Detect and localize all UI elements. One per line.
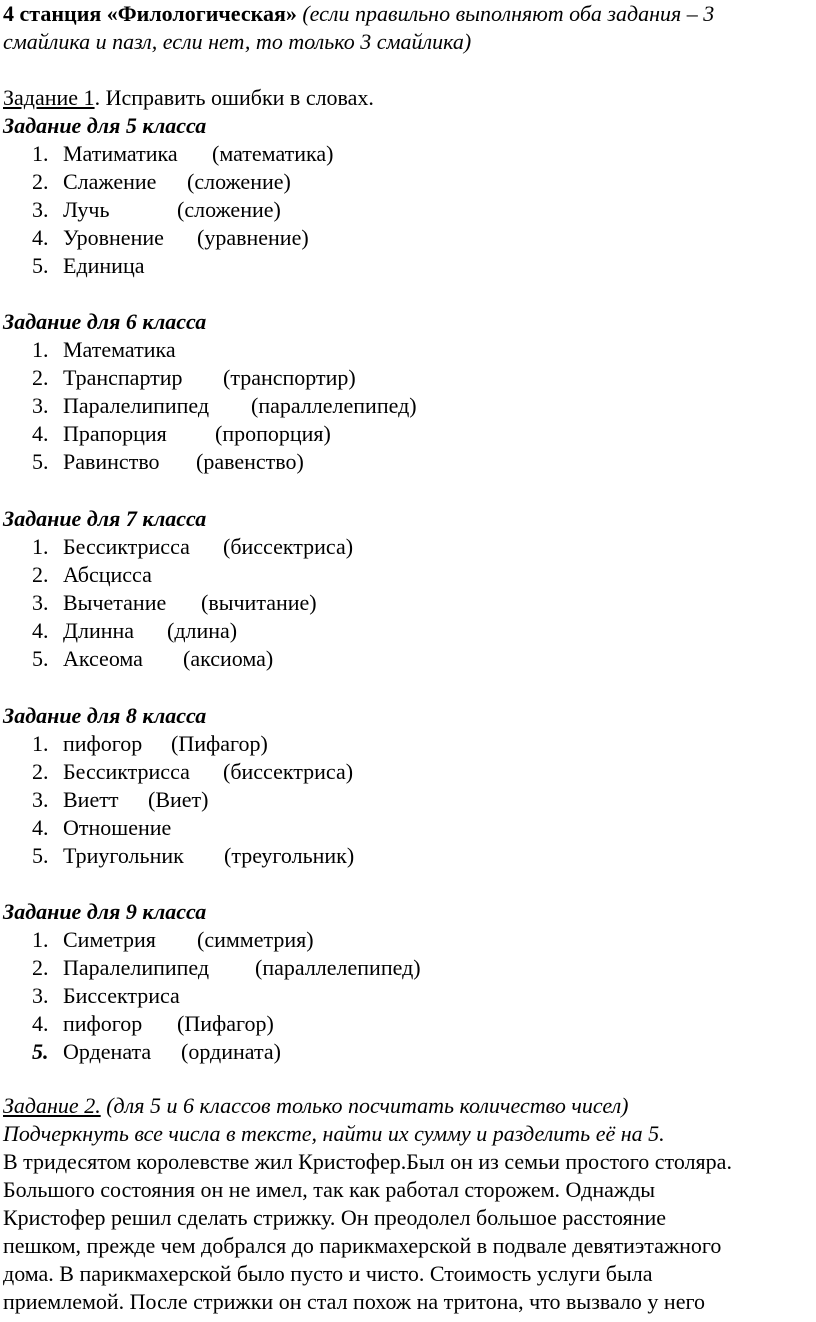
item-word: Равинство [63,449,160,474]
list-item [3,645,603,673]
item-number: 5. [32,449,49,474]
list-item [3,168,603,196]
item-number: 2. [32,169,49,194]
item-number: 3. [32,787,49,812]
item-number: 3. [32,983,49,1008]
item-number: 3. [32,197,49,222]
item-word: Матиматика [63,141,178,166]
task2-instruction: Подчеркнуть все числа в тексте, найти их сумму и разделить её на 5. [3,1121,665,1146]
item-number: 5. [32,646,49,671]
station-title-note: (если правильно выполняют оба задания – 3 [296,1,715,26]
task1-instruction [3,84,374,112]
list-item [3,730,603,758]
item-answer: (Пифагор) [171,731,268,756]
list-item [3,252,603,280]
list-item [3,140,603,168]
grade5-list [3,140,603,280]
item-answer: (равенство) [196,449,304,474]
item-word: Слажение [63,169,157,194]
item-word: Триугольник [63,843,184,868]
item-word: Аксеома [63,646,143,671]
item-word: пифогор [63,731,143,756]
item-word: Прапорция [63,421,167,446]
item-answer: (биссектриса) [223,759,354,784]
item-answer: (сложение) [187,169,291,194]
item-number: 4. [32,421,49,446]
item-word: Симетрия [63,927,156,952]
list-item [3,758,603,786]
item-word: Виетт [63,787,119,812]
story-line: Большого состояния он не имел, так как работал сторожем. Однажды [3,1177,656,1202]
item-word: Биссектриса [63,983,180,1008]
task2-note: (для 5 и 6 классов только посчитать количество чисел) [100,1093,629,1118]
story-line: дома. В парикмахерской было пусто и чисто. Стоимость услуги была [3,1261,653,1286]
list-item [3,814,603,842]
list-item [3,392,603,420]
item-number: 2. [32,365,49,390]
item-word: Вычетание [63,590,167,615]
grade8-list [3,730,603,870]
item-number: 2. [32,759,49,784]
task1-label: Задание 1 [3,85,95,110]
list-item [3,533,603,561]
station-title-bold: 4 станция «Филологическая» [3,1,297,26]
item-answer: (треугольник) [224,843,355,868]
story-line: приемлемой. После стрижки он стал похож на тритона, что вызвало у него [3,1289,705,1314]
list-item [3,561,603,589]
item-answer: (Пифагор) [177,1011,274,1036]
list-item [3,448,603,476]
item-answer: (Виет) [148,787,209,812]
list-item [3,982,603,1010]
item-word: Математика [63,337,176,362]
item-word: Бессиктрисса [63,759,190,784]
item-answer: (параллелепипед) [251,393,417,418]
item-number: 4. [32,815,49,840]
item-number: 1. [32,731,49,756]
item-number: 2. [32,562,49,587]
task2-heading [3,1092,629,1120]
list-item [3,1038,603,1066]
item-number: 3. [32,393,49,418]
grade5-heading: Задание для 5 класса [3,113,207,138]
item-word: Паралелипипед [63,393,210,418]
grade6-heading: Задание для 6 класса [3,309,207,334]
list-item [3,336,603,364]
story-text [3,1148,815,1316]
list-item [3,224,603,252]
item-answer: (симметрия) [197,927,314,952]
item-answer: (вычитание) [201,590,317,615]
item-number: 4. [32,618,49,643]
item-number: 3. [32,590,49,615]
item-word: Паралелипипед [63,955,210,980]
item-word: Уровнение [63,225,164,250]
item-number: 5. [32,1039,49,1064]
list-item [3,617,603,645]
item-number: 5. [32,843,49,868]
list-item [3,954,603,982]
list-item [3,842,603,870]
item-answer: (транспортир) [223,365,356,390]
item-number: 5. [32,253,49,278]
item-answer: (биссектриса) [223,534,354,559]
list-item [3,196,603,224]
item-word: Бессиктрисса [63,534,190,559]
item-answer: (сложение) [177,197,281,222]
item-word: Длинна [63,618,135,643]
item-number: 4. [32,225,49,250]
grade9-list [3,926,603,1066]
list-item [3,589,603,617]
list-item [3,926,603,954]
item-number: 1. [32,337,49,362]
item-word: Абсцисса [63,562,152,587]
story-line: пешком, прежде чем добрался до парикмахерской в подвале девятиэтажного [3,1233,722,1258]
grade7-list [3,533,603,673]
item-number: 1. [32,141,49,166]
story-line: В тридесятом королевстве жил Кристофер.Был он из семьи простого столяра. [3,1149,732,1174]
item-word: Лучь [63,197,110,222]
task1-text: . Исправить ошибки в словах. [94,85,374,110]
item-answer: (параллелепипед) [255,955,421,980]
station-title [3,0,714,28]
item-word: Транспартир [63,365,183,390]
item-answer: (пропорция) [215,421,331,446]
task2-label: Задание 2. [3,1093,101,1118]
grade9-heading: Задание для 9 класса [3,899,207,924]
grade6-list [3,336,603,476]
story-line: Кристофер решил сделать стрижку. Он преодолел большое расстояние [3,1205,667,1230]
item-answer: (математика) [212,141,334,166]
grade7-heading: Задание для 7 класса [3,506,207,531]
item-word: Отношение [63,815,172,840]
item-word: пифогор [63,1011,143,1036]
item-answer: (ордината) [181,1039,281,1064]
item-number: 1. [32,927,49,952]
item-answer: (уравнение) [197,225,309,250]
item-answer: (аксиома) [183,646,274,671]
list-item [3,364,603,392]
grade8-heading: Задание для 8 класса [3,703,207,728]
item-number: 2. [32,955,49,980]
list-item [3,786,603,814]
list-item [3,420,603,448]
item-answer: (длина) [167,618,238,643]
list-item [3,1010,603,1038]
item-number: 4. [32,1011,49,1036]
item-word: Единица [63,253,145,278]
item-word: Ордената [63,1039,152,1064]
item-number: 1. [32,534,49,559]
station-subtitle: смайлика и пазл, если нет, то только 3 смайлика) [3,29,472,54]
